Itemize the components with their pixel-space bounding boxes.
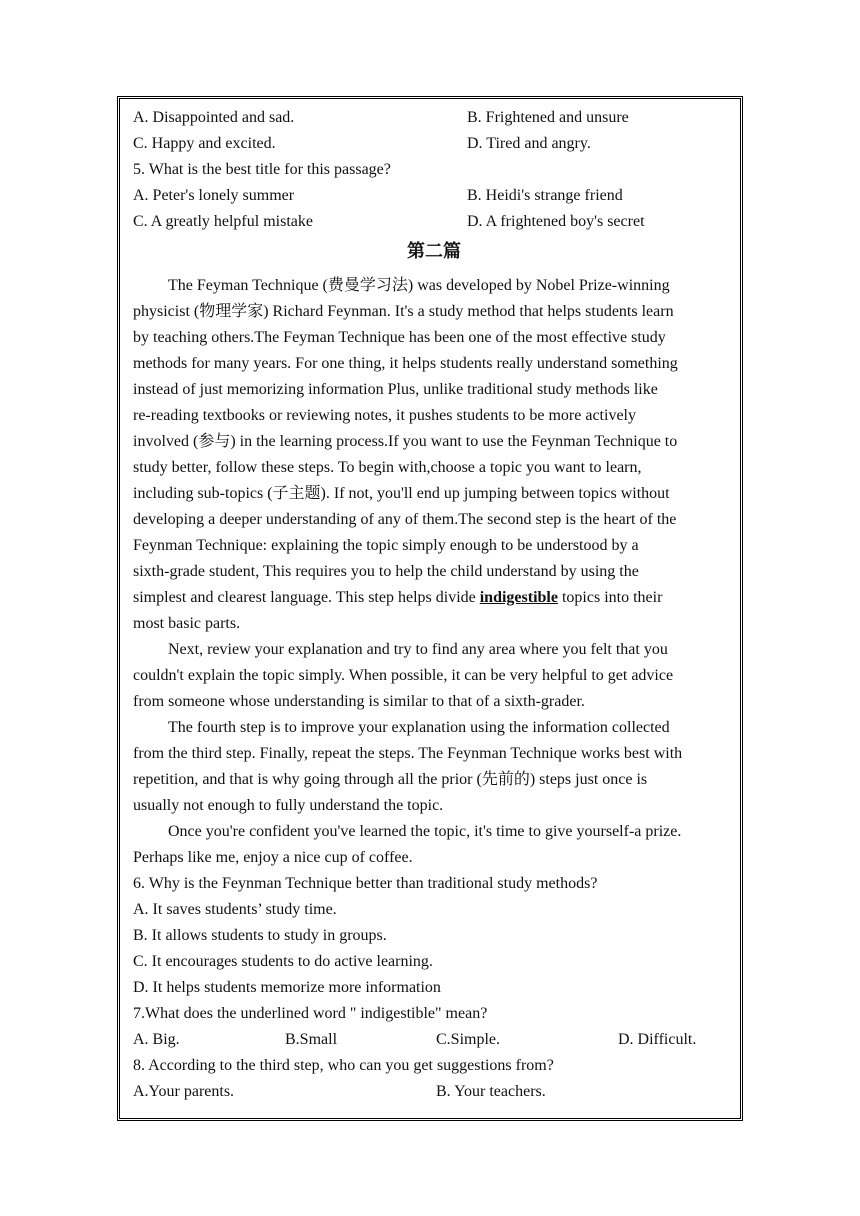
passage-text: simplest and clearest language. This step helps divide xyxy=(133,589,480,606)
passage-text: topics into their xyxy=(557,589,663,606)
q6-question: 6. Why is the Feynman Technique better than traditional study methods? xyxy=(133,875,598,892)
passage-paragraph-4 xyxy=(133,819,735,871)
passage-paragraph-1 xyxy=(133,273,735,637)
q5-option-d: D. A frightened boy's secret xyxy=(467,213,645,230)
passage-line: Next, review your explanation and try to find any area where you felt that you xyxy=(168,641,668,658)
q4-option-d: D. Tired and angry. xyxy=(467,135,591,152)
passage-line: methods for many years. For one thing, it helps students really understand something xyxy=(133,355,678,372)
passage-line: instead of just memorizing information Plus, unlike traditional study methods like xyxy=(133,381,658,398)
q5-option-a: A. Peter's lonely summer xyxy=(133,187,295,204)
q5-options-row-2 xyxy=(133,209,735,235)
q4-option-b: B. Frightened and unsure xyxy=(467,109,629,126)
q4-option-a: A. Disappointed and sad. xyxy=(133,109,295,126)
passage-line: The fourth step is to improve your explanation using the information collected xyxy=(168,719,670,736)
q8-option-a: A.Your parents. xyxy=(133,1083,235,1100)
passage-paragraph-2 xyxy=(133,637,735,715)
passage-line: from someone whose understanding is similar to that of a sixth-grader. xyxy=(133,693,585,710)
q7-option-b: B.Small xyxy=(285,1031,338,1048)
passage-line: re-reading textbooks or reviewing notes, it pushes students to be more actively xyxy=(133,407,636,424)
q7-option-d: D. Difficult. xyxy=(618,1031,697,1048)
passage-line: Feynman Technique: explaining the topic simply enough to be understood by a xyxy=(133,537,639,554)
q5-option-c: C. A greatly helpful mistake xyxy=(133,213,313,230)
passage-line: by teaching others.The Feyman Technique has been one of the most effective study xyxy=(133,329,666,346)
q8-option-b: B. Your teachers. xyxy=(436,1083,546,1100)
passage-line: including sub-topics (子主题). If not, you'll end up jumping between topics without xyxy=(133,485,670,502)
q6-option-c: C. It encourages students to do active learning. xyxy=(133,953,433,970)
q4-options-row-2 xyxy=(133,131,735,157)
passage-line: physicist (物理学家) Richard Feynman. It's a study method that helps students learn xyxy=(133,303,674,320)
underlined-word: indigestible xyxy=(479,589,558,606)
page-frame xyxy=(117,96,743,1121)
document-content xyxy=(133,105,735,1105)
passage-line: study better, follow these steps. To begin with,choose a topic you want to learn, xyxy=(133,459,642,476)
q4-option-c: C. Happy and excited. xyxy=(133,135,276,152)
passage-line: from the third step. Finally, repeat the steps. The Feynman Technique works best with xyxy=(133,745,683,762)
q7-question: 7.What does the underlined word " indigestible" mean? xyxy=(133,1005,488,1022)
q5-options-row-1 xyxy=(133,183,735,209)
passage-line: sixth-grade student, This requires you to help the child understand by using the xyxy=(133,563,639,580)
q5-option-b: B. Heidi's strange friend xyxy=(467,187,623,204)
q8-question: 8. According to the third step, who can you get suggestions from? xyxy=(133,1057,554,1074)
passage-line: most basic parts. xyxy=(133,615,241,632)
q8-options-row xyxy=(133,1079,735,1105)
q6-option-d: D. It helps students memorize more information xyxy=(133,979,441,996)
q6-option-a: A. It saves students’ study time. xyxy=(133,901,337,918)
q7-option-a: A. Big. xyxy=(133,1031,180,1048)
passage-line: Once you're confident you've learned the topic, it's time to give yourself-a prize. xyxy=(168,823,682,840)
q7-options-row xyxy=(133,1027,735,1053)
passage-line: usually not enough to fully understand the topic. xyxy=(133,797,444,814)
passage-line: involved (参与) in the learning process.If you want to use the Feynman Technique to xyxy=(133,433,678,450)
passage-line-with-underlined-word xyxy=(133,585,735,611)
q6-option-b: B. It allows students to study in groups. xyxy=(133,927,387,944)
q7-option-c: C.Simple. xyxy=(436,1031,501,1048)
passage-line: Perhaps like me, enjoy a nice cup of coffee. xyxy=(133,849,413,866)
passage-line: repetition, and that is why going through all the prior (先前的) steps just once is xyxy=(133,771,648,788)
passage-line: couldn't explain the topic simply. When possible, it can be very helpful to get advice xyxy=(133,667,674,684)
q4-options-row-1 xyxy=(133,105,735,131)
passage-line: The Feyman Technique (费曼学习法) was developed by Nobel Prize-winning xyxy=(168,277,670,294)
passage-paragraph-3 xyxy=(133,715,735,819)
section-title: 第二篇 xyxy=(407,241,461,262)
passage-line: developing a deeper understanding of any of them.The second step is the heart of the xyxy=(133,511,677,528)
q5-question: 5. What is the best title for this passage? xyxy=(133,161,391,178)
